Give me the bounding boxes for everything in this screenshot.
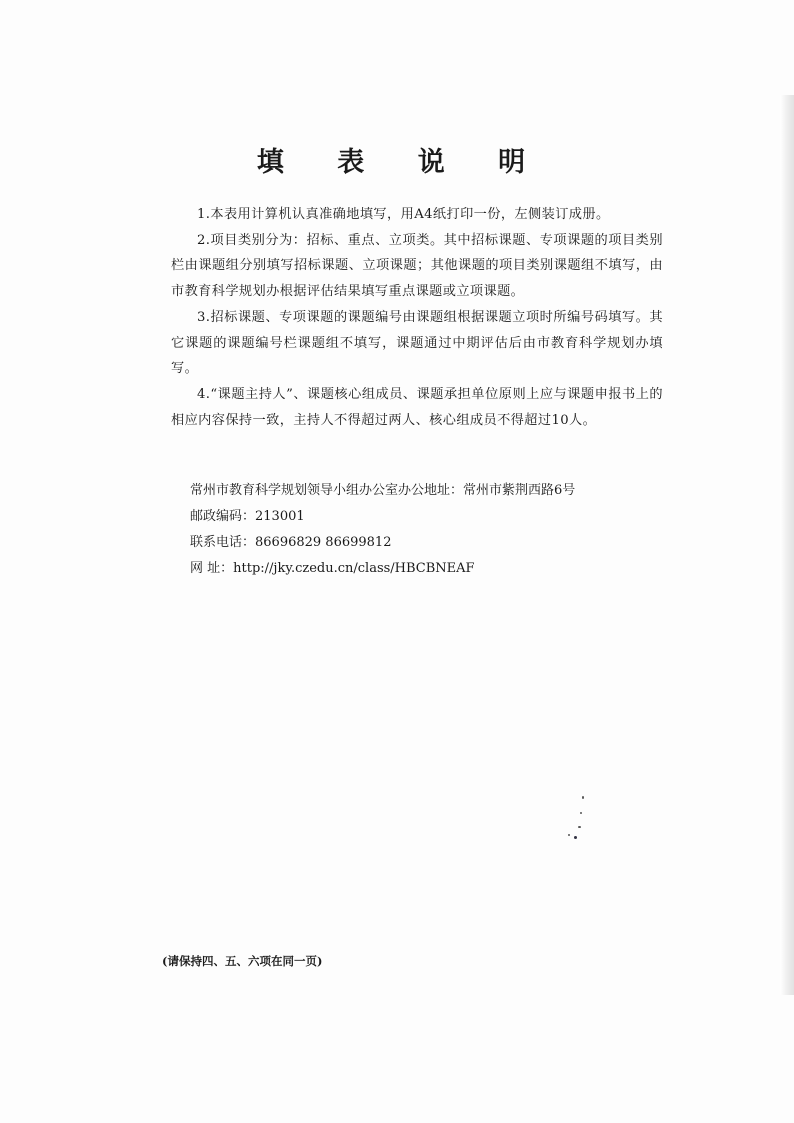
scan-speck (568, 834, 570, 836)
page-title: 填 表 说 明 (256, 147, 548, 178)
instructions-list (171, 202, 663, 433)
scan-speck (574, 836, 577, 839)
contact-phone: 联系电话：86696829 86699812 (190, 535, 392, 550)
contact-postcode: 邮政编码：213001 (190, 509, 305, 524)
instruction-item-2: 2.项目类别分为：招标、重点、立项类。其中招标课题、专项课题的项目类别栏由课题组分别填写招标课题、立项课题；其他课题的项目类别课题组不填写，由市教育科学规划办根据评估结果填写重点课题或立项课题。 (171, 232, 663, 300)
scan-speck (580, 812, 582, 814)
scan-specks (560, 790, 600, 850)
scan-edge-shadow (780, 95, 794, 995)
contact-address: 常州市教育科学规划领导小组办公室办公地址：常州市紫荆西路6号 (190, 483, 576, 498)
scan-speck (578, 826, 581, 828)
footer-note: (请保持四、五、六项在同一页) (162, 954, 323, 968)
instruction-item-3: 3.招标课题、专项课题的课题编号由课题组根据课题立项时所编号码填写。其它课题的课题编号栏课题组不填写，课题通过中期评估后由市教育科学规划办填写。 (171, 309, 663, 377)
instruction-item-1: 1.本表用计算机认真准确地填写，用A4纸打印一份，左侧装订成册。 (197, 207, 610, 222)
contact-block (190, 478, 575, 582)
instruction-item-4: 4.“课题主持人”、课题核心组成员、课题承担单位原则上应与课题申报书上的相应内容保持一致，主持人不得超过两人、核心组成员不得超过10人。 (171, 386, 663, 428)
scan-speck (582, 796, 584, 799)
contact-website: 网 址：http://jky.czedu.cn/class/HBCBNEAF (190, 561, 475, 576)
